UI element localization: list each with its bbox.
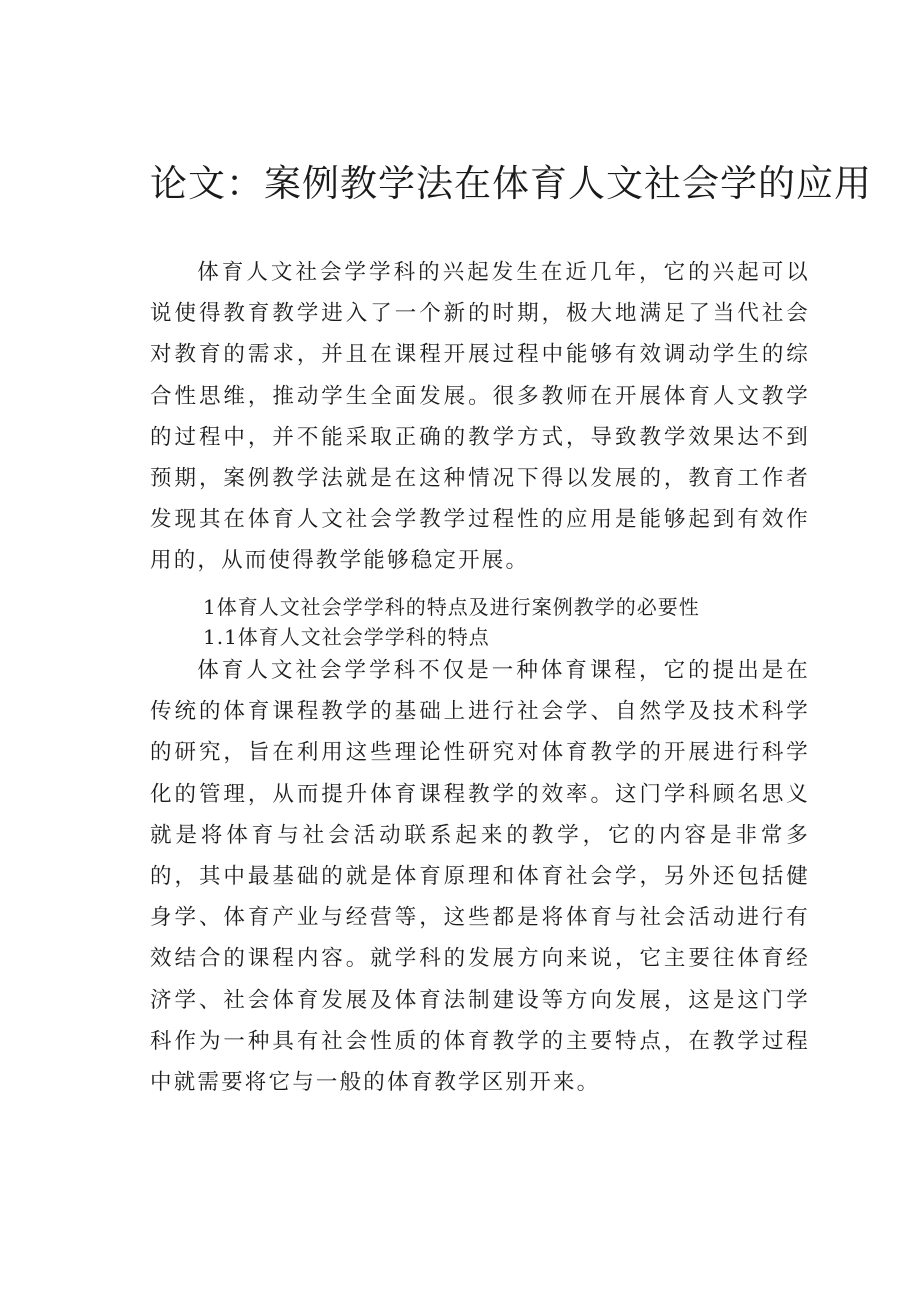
section-heading-1: 1体育人文社会学学科的特点及进行案例教学的必要性 <box>203 595 700 619</box>
document-title: 论文：案例教学法在体育人文社会学的应用 <box>150 162 872 205</box>
intro-paragraph: 体育人文社会学学科的兴起发生在近几年，它的兴起可以说使得教育教学进入了一个新的时期，极大地满足了当代社会对教育的需求，并且在课程开展过程中能够有效调动学生的综合性思维，推动学生全面发展。很多教师在开展体育人文教学的过程中，并不能采取正确的教学方式，导致教学效果达不到预期，案例教学法就是在这种情况下得以发展的，教育工作者发现其在体育人文社会学教学过程性的应用是能够起到有效作用的，从而使得教学能够稳定开展。 <box>150 260 810 574</box>
body-paragraph: 体育人文社会学学科不仅是一种体育课程，它的提出是在传统的体育课程教学的基础上进行社会学、自然学及技术科学的研究，旨在利用这些理论性研究对体育教学的开展进行科学化的管理，从而提升体育课程教学的效率。这门学科顾名思义就是将体育与社会活动联系起来的教学，它的内容是非常多的，其中最基础的就是体育原理和体育社会学，另外还包括健身学、体育产业与经营等，这些都是将体育与社会活动进行有效结合的课程内容。就学科的发展方向来说，它主要往体育经济学、社会体育发展及体育法制建设等方向发展，这是这门学科作为一种具有社会性质的体育教学的主要特点，在教学过程中就需要将它与一般的体育教学区别开来。 <box>150 658 810 1096</box>
subsection-heading-1-1: 1.1体育人文社会学学科的特点 <box>203 625 490 649</box>
